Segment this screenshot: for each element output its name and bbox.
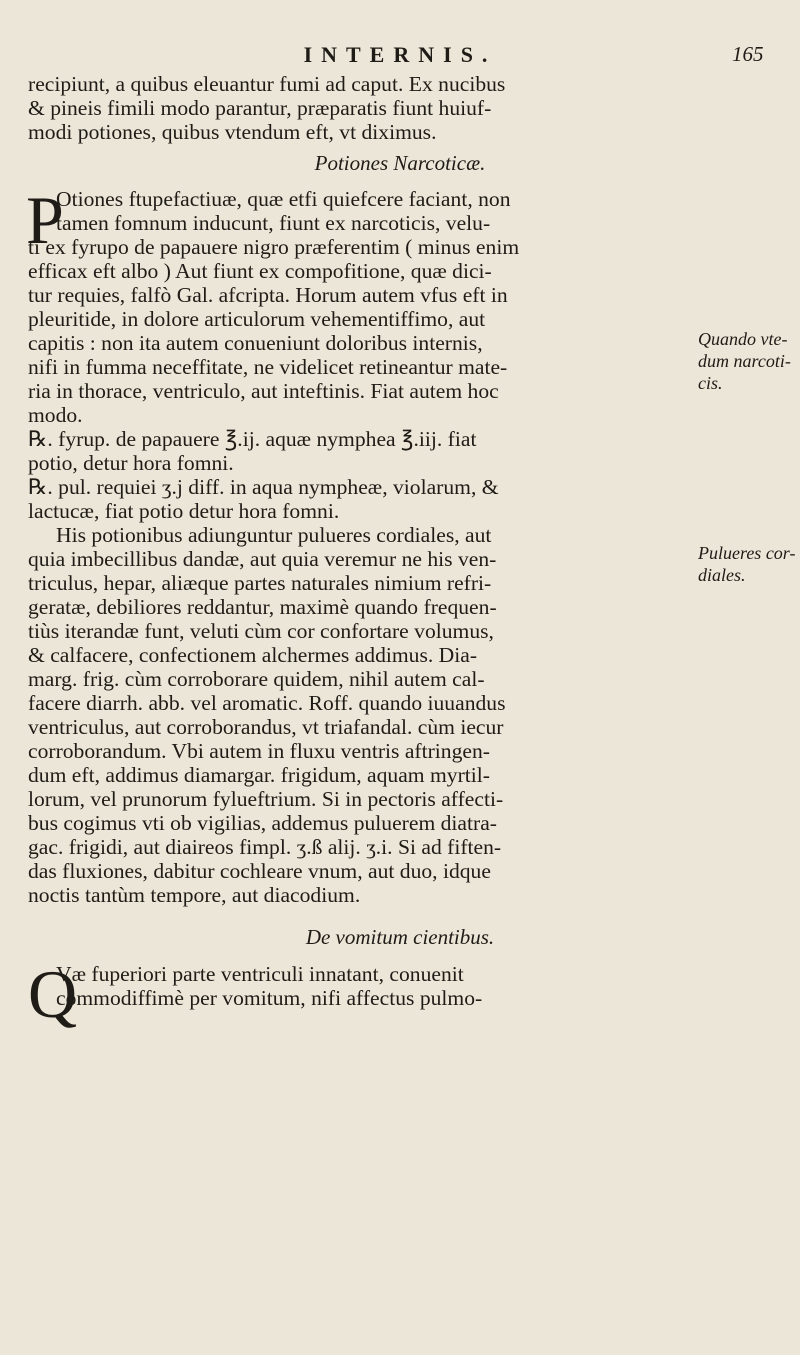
text-line: & pineis fimili modo parantur, præparatis fiunt huiuf- [28,96,492,120]
text-line: recipiunt, a quibus eleuantur fumi ad caput. Ex nucibus [28,72,506,96]
vomitum-paragraph [28,962,678,1010]
text-line: modo. [28,403,83,427]
text-line: lactucæ, fiat potio detur hora fomni. [28,499,340,523]
text-line: tamen fomnum inducunt, fiunt ex narcoticis, velu- [56,211,491,235]
text-line: efficax eft albo ) Aut fiunt ex compofitione, quæ dici- [28,259,492,283]
running-head: INTERNIS. [303,42,497,67]
text-line: tiùs iterandæ funt, veluti cùm cor confortare volumus, [28,619,494,643]
margin-note-line: cis. [698,373,723,393]
section-heading-potiones: Potiones Narcoticæ. [314,151,486,175]
margin-note-narcotics [698,328,798,394]
text-line: His potionibus adiunguntur pulueres cordiales, aut [56,523,492,547]
text-line: corroborandum. Vbi autem in fluxu ventris aftringen- [28,739,490,763]
margin-note-line: Quando vte- [698,329,788,349]
drop-cap-q: Q [28,956,78,1032]
section-heading-vomitum: De vomitum cientibus. [305,925,495,949]
text-line: potio, detur hora fomni. [28,451,234,475]
text-line: nifi in fumma neceffitate, ne videlicet retineantur mate- [28,355,508,379]
text-line: ria in thorace, ventriculo, aut inteftinis. Fiat autem hoc [28,379,499,403]
intro-paragraph [28,72,673,144]
drop-cap-p: P [26,182,64,258]
recipe-line: ℞. pul. requiei ʒ.j diff. in aqua nympheæ, violarum, & [28,475,499,499]
margin-note-line: Pulueres cor- [698,543,796,563]
text-line: modi potiones, quibus vtendum eft, vt diximus. [28,120,437,144]
text-line: ventriculus, aut corroborandus, vt triafandal. cùm iecur [28,715,504,739]
text-line: das fluxiones, dabitur cochleare vnum, aut duo, idque [28,859,491,883]
text-line: quia imbecillibus dandæ, aut quia veremur ne his ven- [28,547,497,571]
text-line: Otiones ftupefactiuæ, quæ etfi quiefcere faciant, non [56,187,511,211]
page-number: 165 [732,42,764,66]
text-line: ti ex fyrupo de papauere nigro præferentim ( minus enim [28,235,520,259]
text-line: facere diarrh. abb. vel aromatic. Roff. quando iuuandus [28,691,506,715]
margin-note-pulueres [698,542,798,586]
text-line: capitis : non ita autem conueniunt doloribus internis, [28,331,483,355]
text-line: Væ fuperiori parte ventriculi innatant, conuenit [56,962,464,986]
text-line: bus cogimus vti ob vigilias, addemus puluerem diatra- [28,811,497,835]
text-line: marg. frig. cùm corroborare quidem, nihil autem cal- [28,667,485,691]
text-line: tur requies, falfò Gal. afcripta. Horum autem vfus eft in [28,283,508,307]
text-line: gac. frigidi, aut diaireos fimpl. ʒ.ß alij. ʒ.i. Si ad fiften- [28,835,502,859]
text-line: lorum, vel prunorum fylueftrium. Si in pectoris affecti- [28,787,504,811]
margin-note-line: dum narcoti- [698,351,791,371]
text-line: & calfacere, confectionem alchermes addimus. Dia- [28,643,478,667]
text-line: noctis tantùm tempore, aut diacodium. [28,883,361,907]
text-line: pleuritide, in dolore articulorum vehementiffimo, aut [28,307,486,331]
margin-note-line: diales. [698,565,746,585]
recipe-line: ℞. fyrup. de papauere ℥.ij. aquæ nymphea ℥.iij. fiat [28,427,477,451]
text-line: dum eft, addimus diamargar. frigidum, aquam myrtil- [28,763,490,787]
potiones-paragraph [26,182,678,907]
text-line: triculus, hepar, aliæque partes naturales nimium refri- [28,571,492,595]
text-line: geratæ, debiliores reddantur, maximè quando frequen- [28,595,497,619]
text-line: commodiffimè per vomitum, nifi affectus pulmo- [56,986,483,1010]
